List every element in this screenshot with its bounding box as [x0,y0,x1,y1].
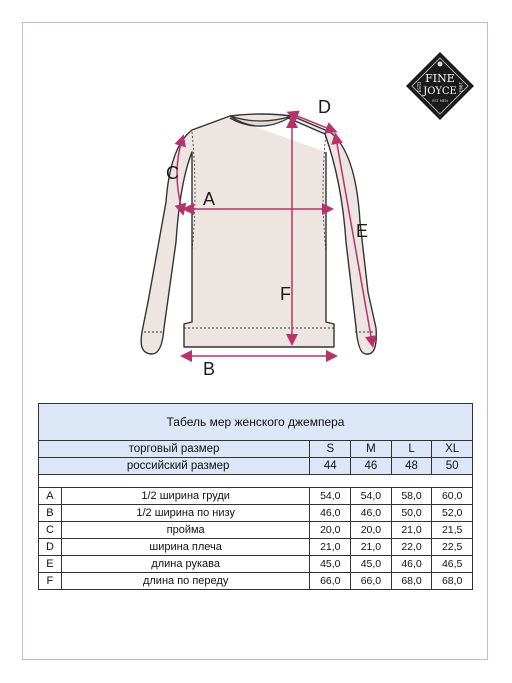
row-value: 54,0 [351,488,392,505]
row-value: 66,0 [351,573,392,590]
trade-size-label: торговый размер [39,441,310,458]
row-value: 21,5 [432,522,473,539]
table-title: Табель мер женского джемпера [39,404,473,441]
label-f: F [280,284,291,304]
table-title-row [39,404,473,441]
russian-size-cell: 48 [391,458,432,475]
label-e: E [356,221,369,241]
row-value: 58,0 [391,488,432,505]
russian-size-cell: 46 [351,458,392,475]
row-name: ширина плеча [61,539,310,556]
row-code: D [39,539,62,556]
table-row [39,505,473,522]
row-code: F [39,573,62,590]
russian-size-row [39,458,473,475]
row-code: C [39,522,62,539]
row-value: 52,0 [432,505,473,522]
label-d: D [318,97,331,117]
logo-brand-bottom: JOYCE [423,86,457,97]
row-name: длина по переду [61,573,310,590]
table-row [39,573,473,590]
row-name: 1/2 ширина по низу [61,505,310,522]
logo-right-text: 1993 [458,81,463,93]
row-value: 21,0 [391,522,432,539]
row-name: пройма [61,522,310,539]
label-b: B [203,359,216,379]
row-name: 1/2 ширина груди [61,488,310,505]
russian-size-label: российский размер [39,458,310,475]
row-value: 68,0 [391,573,432,590]
table-spacer [39,475,473,488]
row-value: 20,0 [310,522,351,539]
russian-size-cell: 44 [310,458,351,475]
row-value: 60,0 [432,488,473,505]
brand-logo [404,50,476,122]
trade-size-cell: M [351,441,392,458]
row-value: 66,0 [310,573,351,590]
row-value: 20,0 [351,522,392,539]
row-code: E [39,556,62,573]
row-value: 22,5 [432,539,473,556]
row-code: A [39,488,62,505]
trade-size-row [39,441,473,458]
row-value: 22,0 [391,539,432,556]
label-c: C [166,163,179,183]
row-value: 45,0 [351,556,392,573]
row-value: 46,5 [432,556,473,573]
row-value: 46,0 [391,556,432,573]
table-row [39,522,473,539]
table-row [39,556,473,573]
row-value: 46,0 [351,505,392,522]
trade-size-cell: S [310,441,351,458]
row-value: 21,0 [310,539,351,556]
sweater-body [141,114,376,354]
logo-bottom-text: EST MEN [432,99,448,103]
logo-left-text: ESTD [417,81,422,93]
row-value: 45,0 [310,556,351,573]
row-value: 50,0 [391,505,432,522]
trade-size-cell: XL [432,441,473,458]
logo-brand-top: FINE [425,72,455,85]
russian-size-cell: 50 [432,458,473,475]
row-value: 54,0 [310,488,351,505]
label-a: A [203,189,216,209]
row-code: B [39,505,62,522]
table-row [39,488,473,505]
trade-size-cell: L [391,441,432,458]
table-row [39,539,473,556]
size-table [38,403,473,590]
row-value: 46,0 [310,505,351,522]
row-value: 68,0 [432,573,473,590]
row-name: длина рукава [61,556,310,573]
row-value: 21,0 [351,539,392,556]
